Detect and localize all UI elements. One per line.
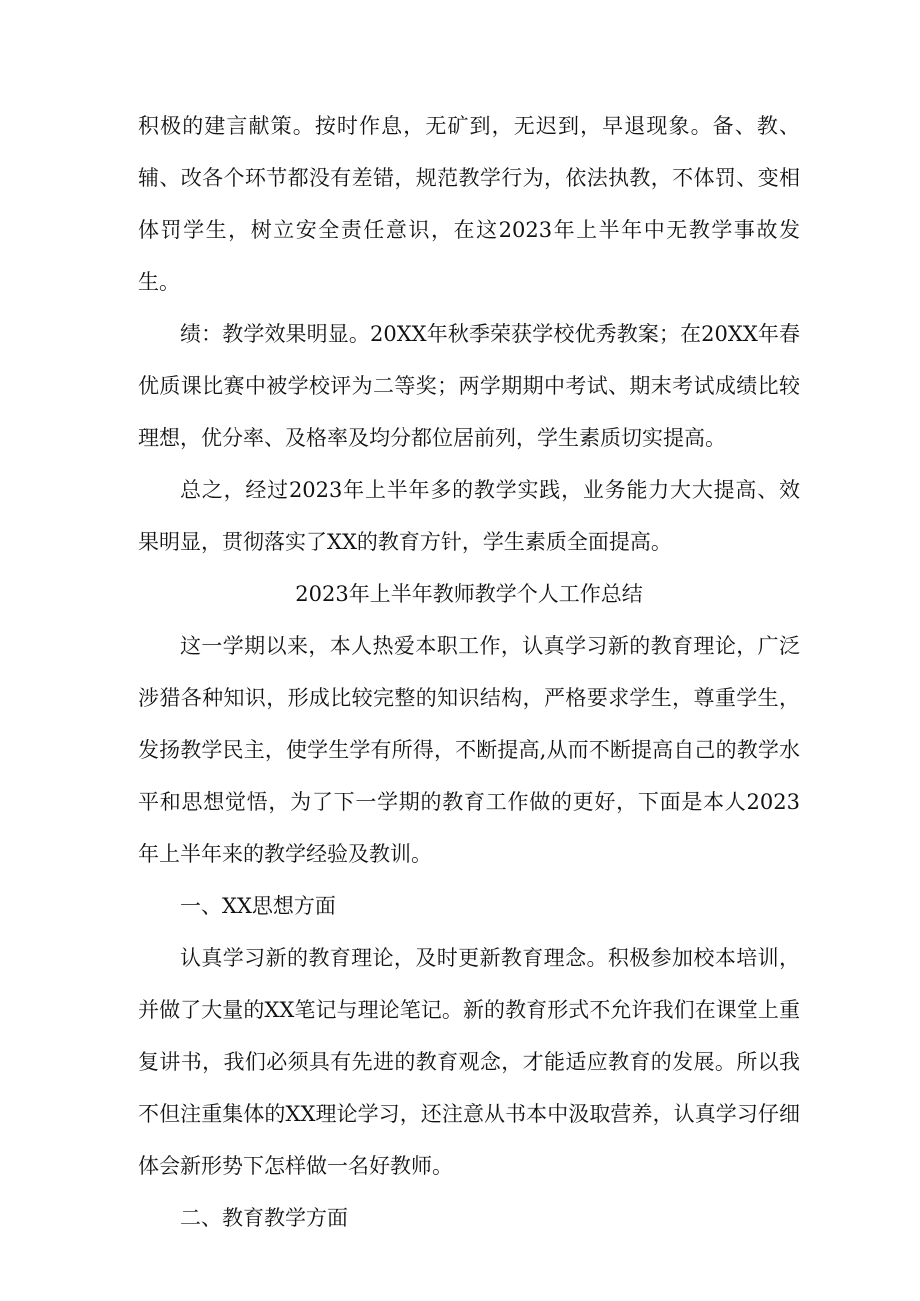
heading-ideology: 一、XX思想方面 bbox=[180, 894, 336, 918]
paragraph-introduction: 这一学期以来，本人热爱本职工作，认真学习新的教育理论，广泛涉猎各种知识，形成比较完整的知识结构，严格要求学生，尊重学生，发扬教学民主，使学生学有所得，不断提高,从而不断提高自己的教学水平和思想觉悟，为了下一学期的教育工作做的更好，下面是本人2023年上半年来的教学经验及教训。 bbox=[138, 634, 800, 866]
paragraph-ideology: 认真学习新的教育理论，及时更新教育理念。积极参加校本培训，并做了大量的XX笔记与理论笔记。新的教育形式不允许我们在课堂上重复讲书，我们必须具有先进的教育观念，才能适应教育的发展。所以我不但注重集体的XX理论学习，还注意从书本中汲取营养，认真学习仔细体会新形势下怎样做一名好教师。 bbox=[138, 946, 800, 1178]
heading-teaching: 二、教育教学方面 bbox=[180, 1206, 348, 1230]
paragraph-continued-discipline: 积极的建言献策。按时作息，无矿到，无迟到，早退现象。备、教、辅、改各个环节都没有差错，规范教学行为，依法执教，不体罚、变相体罚学生，树立安全责任意识，在这2023年上半年中无教学事故发生。 bbox=[138, 114, 800, 294]
section-title: 2023年上半年教师教学个人工作总结 bbox=[295, 582, 643, 606]
paragraph-achievements: 绩：教学效果明显。20XX年秋季荣获学校优秀教案；在20XX年春优质课比赛中被学校评为二等奖；两学期期中考试、期末考试成绩比较理想，优分率、及格率及均分都位居前列，学生素质切实提高。 bbox=[138, 322, 800, 450]
paragraph-conclusion: 总之，经过2023年上半年多的教学实践，业务能力大大提高、效果明显，贯彻落实了XX的教育方针，学生素质全面提高。 bbox=[138, 478, 800, 554]
